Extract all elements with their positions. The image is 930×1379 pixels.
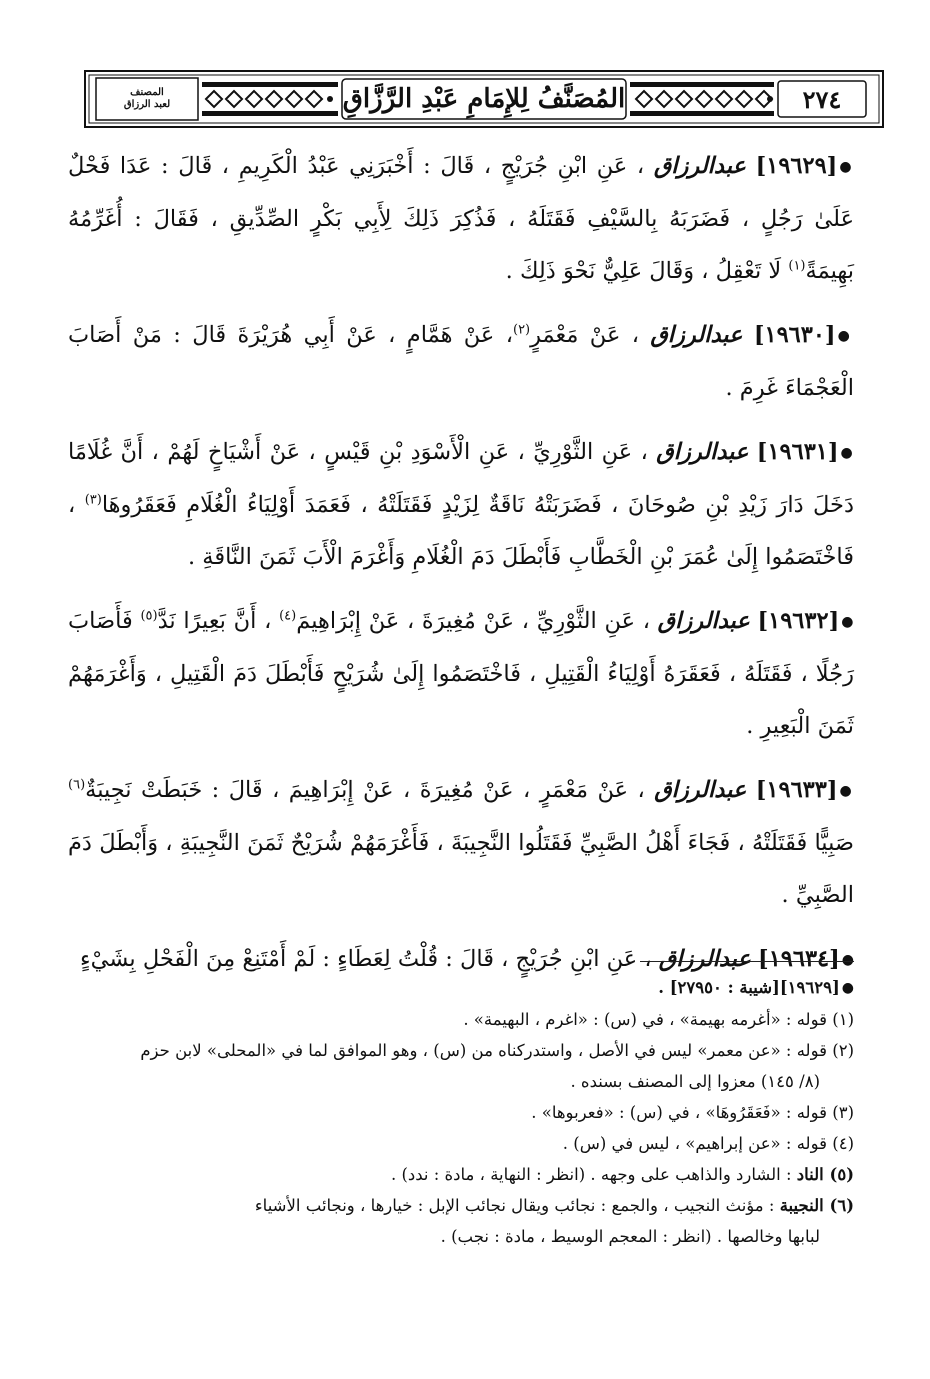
hadith-number: [١٩٦٣٤]: [758, 946, 840, 972]
hadith-19630: [68, 309, 854, 414]
hadith-text: ، عَنِ ابْنِ جُرَيْجٍ ، قَالَ : قُلْتُ لِعَطَاءٍ : لَمْ أَمْتَنِعْ مِنَ الْفَحْلِ بِشَيْءٍ: [80, 946, 652, 972]
hadith-19632: [68, 595, 854, 752]
header-seal: [98, 80, 196, 118]
hadith-number: [١٩٦٣٣]: [755, 777, 838, 803]
hadith-text-cont: ، فَاخْتَصَمُوا إِلَىٰ عُمَرَ بْنِ الْخَطَّابِ فَأَبْطَلَ دَمَ الْغُلَامِ وَأَغْرَمَ الْأَبَ ثَمَنَ النَّاقَةِ .: [68, 492, 854, 570]
bullet-icon: ●: [841, 952, 854, 968]
hadith-text-cont: ، عَنْ هَمَّامٍ ، عَنْ أَبِي هُرَيْرَةَ قَالَ : مَنْ أَصَابَ الْعَجْمَاءَ غَرِمَ .: [68, 322, 854, 401]
hadith-number: [١٩٦٣٢]: [757, 608, 840, 634]
footnote-6-cont: لبابها وخالصها . (انظر : المعجم الوسيط ، مادة : نجب) .: [440, 1227, 820, 1246]
footnote-ref: (٦): [68, 777, 86, 793]
hadith-text: ، عَنِ ابْنِ جُرَيْجٍ ، قَالَ : أَخْبَرَنِي عَبْدُ الْكَرِيمِ ، قَالَ : عَدَا فَحْلٌ عَلَىٰ رَجُلٍ ، فَضَرَبَهُ بِالسَّيْفِ فَقَتَلَهُ ، فَذُكِرَ ذَلِكَ لِأَبِي بَكْرٍ الصِّدِّيقِ ، فَقَالَ : أُغَرِّمُهُ بَهِيمَةً: [68, 153, 854, 284]
hadith-19633: [68, 764, 854, 921]
narrator-name: عبدالرزاق: [650, 322, 743, 348]
bullet-icon: ●: [840, 445, 854, 461]
footnote-6-label: (٦) النجيبة: [779, 1196, 854, 1215]
bullet-icon: ●: [841, 980, 854, 996]
bullet-icon: ●: [841, 614, 854, 630]
footnote-5: [68, 1159, 854, 1190]
footnote-3: (٣) قوله : «فَعَقَرُوهَا» ، في (س) : «فعربوها» .: [531, 1103, 854, 1122]
hadith-19629: [68, 140, 854, 297]
footnote-5-label: (٥) الناد: [796, 1165, 854, 1184]
footnote-ref: (٢): [512, 322, 531, 338]
narrator-name: عبدالرزاق: [658, 946, 751, 972]
footnote-4: (٤) قوله : «عن إبراهيم» ، ليس في (س) .: [562, 1134, 854, 1153]
hadith-number: [١٩٦٣٠]: [753, 322, 836, 348]
hadith-text: ، عَنْ مَعْمَرٍ: [530, 322, 639, 348]
footnote-2: (٢) قوله : «عن معمر» ليس في الأصل ، واستدركناه من (س) ، وهو الموافق لما في «المحلى» لابن حزم: [140, 1041, 854, 1060]
hadith-text-cont: ، أَنَّ بَعِيرًا نَدَّ: [157, 608, 280, 634]
footnote-ref: (٤): [279, 608, 297, 624]
page-number: ٢٧٤: [802, 84, 842, 114]
narrator-name: عبدالرزاق: [654, 777, 747, 803]
footnote-6-text: : مؤنث النجيب ، والجمع : نجائب ويقال نجائب الإبل : خيارها ، ونجائب الأشياء: [254, 1196, 775, 1215]
footnote-6: [68, 1190, 854, 1221]
seal-line-1: المصنف: [130, 87, 164, 98]
hadith-text-cont-2: فَأَصَابَ رَجُلًا ، فَقَتَلَهُ ، فَعَقَرَهُ أَوْلِيَاءُ الْقَتِيلِ ، فَاخْتَصَمُوا إِلَىٰ شُرَيْحٍ فَأَبْطَلَ دَمَ الْقَتِيلِ ، وَأَغْرَمَهُمْ ثَمَنَ الْبَعِيرِ .: [68, 608, 854, 739]
main-text: [68, 140, 854, 998]
hadith-number: [١٩٦٣١]: [756, 439, 839, 465]
hadith-text: ، عَنِ الثَّوْرِيِّ ، عَنِ الْأَسْوَدِ بْنِ قَيْسٍ ، عَنْ أَشْيَاخٍ لَهُمْ ، أَنَّ غُلَامًا دَخَلَ دَارَ زَيْدِ بْنِ صُوحَانَ ، فَضَرَبَتْهُ نَاقَةٌ لِزَيْدٍ فَقَتَلَتْهُ ، فَعَمَدَ أَوْلِيَاءُ الْغُلَامِ فَعَقَرُوهَا: [68, 439, 854, 518]
bullet-icon: ●: [839, 159, 855, 175]
hadith-text: ، عَنِ الثَّوْرِيِّ ، عَنْ مُغِيرَةَ ، عَنْ إِبْرَاهِيمَ: [296, 608, 650, 634]
hadith-number: [١٩٦٢٩]: [755, 153, 838, 179]
seal-line-2: لعبد الرزاق: [123, 99, 171, 110]
hadith-19631: [68, 426, 854, 583]
hadith-text: ، عَنْ مَعْمَرٍ ، عَنْ مُغِيرَةَ ، عَنْ إِبْرَاهِيمَ ، قَالَ : خَبَطَتْ نَجِيبَةٌ: [85, 777, 645, 803]
book-title: المُصَنَّفُ لِلإِمَامِ عَبْدِ الرَّزَّاقِ: [342, 84, 626, 114]
bullet-icon: ●: [837, 328, 854, 344]
narrator-name: عبدالرزاق: [657, 608, 750, 634]
source-reference: [١٩٦٢٩][شيبة : ٢٧٩٥٠] .: [658, 978, 840, 997]
footnote-source: [68, 972, 854, 1004]
running-header: [84, 70, 884, 128]
footnote-1: (١) قوله : «أغرمه بهيمة» ، في (س) : «اغرم ، البهيمة» .: [463, 1010, 854, 1029]
narrator-name: عبدالرزاق: [656, 439, 749, 465]
footnote-divider: [640, 961, 854, 962]
hadith-text-cont: لَا تَعْقِلُ ، وَقَالَ عَلِيٌّ نَحْوَ ذَلِكَ .: [505, 258, 789, 284]
narrator-name: عبدالرزاق: [653, 153, 746, 179]
hadith-text-cont: صَبِيًّا فَقَتَلَتْهُ ، فَجَاءَ أَهْلُ الصَّبِيِّ فَقَتَلُوا النَّجِيبَةَ ، فَأَغْرَمَهُمْ شُرَيْحٌ ثَمَنَ النَّجِيبَةِ ، وَأَبْطَلَ دَمَ الصَّبِيِّ .: [68, 830, 854, 908]
footnote-ref: (٣): [84, 492, 102, 508]
footnote-ref: (١): [788, 258, 806, 274]
bullet-icon: ●: [839, 783, 854, 799]
footnote-2-cont: (٨/ ١٤٥) معزوا إلى المصنف بسنده .: [570, 1072, 820, 1091]
footnote-5-text: : الشارد والذاهب على وجهه . (انظر : النهاية ، مادة : ندد) .: [390, 1165, 792, 1184]
footnote-ref-2: (٥): [140, 608, 158, 624]
footnotes: [68, 972, 854, 1252]
